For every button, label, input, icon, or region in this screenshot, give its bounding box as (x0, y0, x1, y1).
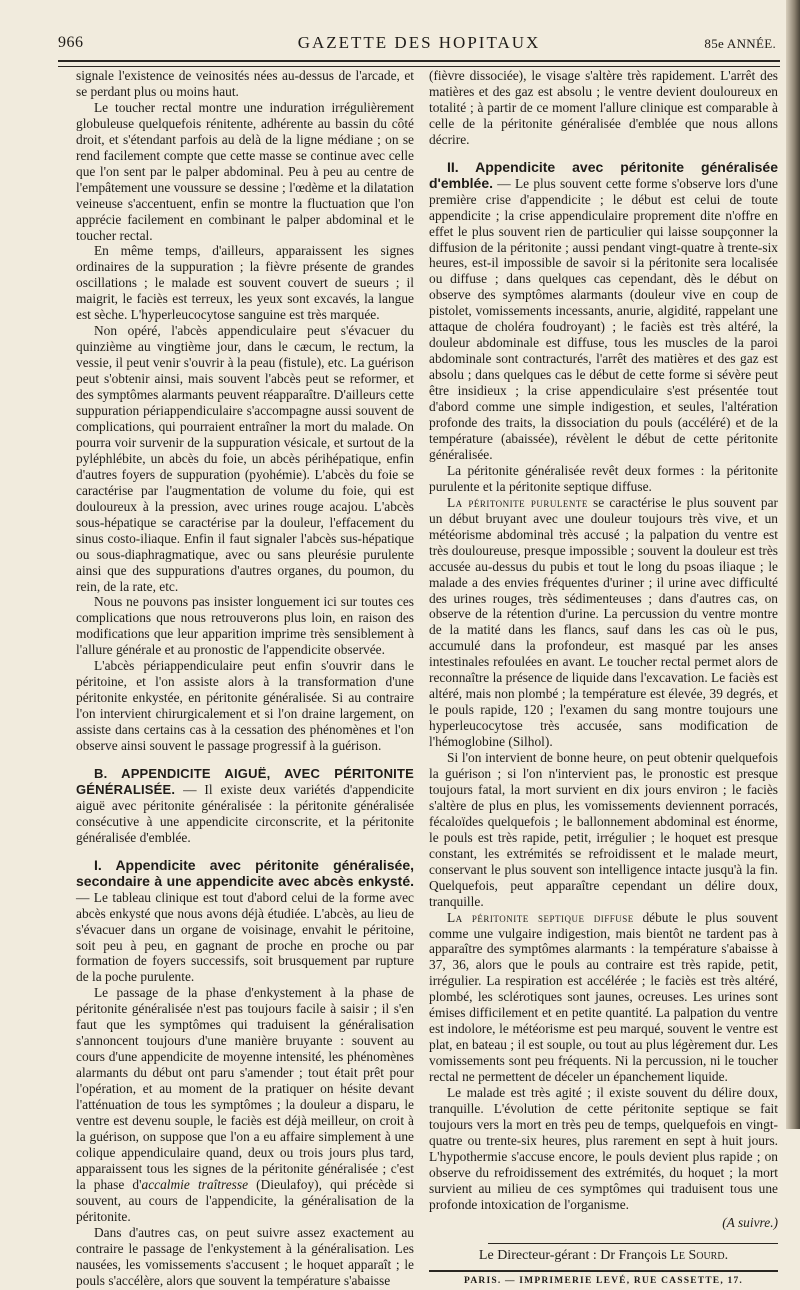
paragraph-text: débute le plus souvent comme une vulgaire indigestion, mais bientôt ne tardent pas à apparaître des symptômes alarmants : la température s'abaisse à 37, 36, alors que le pouls au contraire est très rapide, petit, irrégulier. La respiration est accélérée ; le faciès est très altéré, plombé, les sclérotiques sont jaunes, ocreuses. Les urines sont émises difficilement et en petite quantité. La palpation du ventre est indolore, le météorisme est peu marqué, souvent le ventre est plat, en bateau ; il est souple, ou tout au plus légèrement dur. Les vomissements sont peu fréquents. Ni la percussion, ni le toucher rectal ne permettent de déceler un épanchement liquide. (429, 909, 779, 1085)
director-name: Le Sourd. (670, 1247, 729, 1263)
section-b-text: — Il existe deux variétés d'appendicite aiguë avec péritonite généralisée : la péritonite généralisée consécutive à une appendicite circonscrite, et la péritonite généralisée d'emblée. (76, 781, 414, 845)
paragraph-text: se caractérise le plus souvent par un début bruyant avec une douleur toujours très vive, et un météorisme abdominal très accusé ; la palpation du ventre est très douloureuse, presque impossible ; souvent la douleur est très accusée au-dessus du pubis et tout le long du psoas iliaque ; le malade a des envies fréquentes d'uriner ; il urine avec difficulté des urines rouges, très sédimenteuses ; dans d'autres cas, on observe de la rétention d'urine. La percussion du ventre montre de la matité dans les flancs, sauf dans les cas où le pus, accumulé dans la profondeur, est masqué par les anses intestinales refoulées en avant. Le toucher rectal permet alors de reconnaître la présence de liquide dans l'excavation. Le faciès est altéré, mais non plombé ; la température est élevée, 39 degrés, et le pouls rapide, 120 ; l'examen du sang montre toujours une hyperleucocytose très accusée, sans modification de l'hémoglobine (Silhol). (429, 494, 779, 750)
paragraph: Si l'on intervient de bonne heure, on peut obtenir quelquefois la guérison ; si l'on n'intervient pas, le pronostic est presque toujours fatal, la mort survient en dix jours environ ; le faciès s'altère de plus en plus, les vomissements deviennent porracés, fécaloïdes quelquefois ; le ballonnement abdominal est énorme, le pouls est très rapide, petit, irrégulier ; le hoquet est presque constant, les extrémités se refroidissent et le malade meurt, conservant le plus souvent son intelligence intacte jusqu'à la fin. Quelquefois, peut apparaître cependant un délire doux, tranquille. (429, 750, 778, 909)
paragraph: Non opéré, l'abcès appendiculaire peut s'évacuer du quinzième au vingtième jour, dans le cæcum, le rectum, la vessie, il peut venir s'ouvrir à la peau (fistule), etc. La guérison peut s'obtenir ainsi, mais souvent l'abcès peut se reformer, et des symptômes alarmants peuvent réapparaître. D'ailleurs cette suppuration périappendiculaire s'accompagne aussi souvent de complications, qui pourraient entraîner la mort du malade. On pourra voir survenir de la suppuration vésicale, et surtout de la pyléphlébite, un abcès du foie, un abcès périhépatique, enfin d'autres foyers de suppuration (pyohémie). L'abcès du foie se caractérise par l'augmentation de volume du foie, qui est douloureux à la pression, avec urines rouge acajou. L'abcès sous-hépatique se caractérise par la douleur, l'effacement du sinus costo-iliaque. Enfin il faut signaler l'abcès sus-hépatique ou sous-diaphragmatique, avec ou sans pleurésie purulente ainsi que des suppurations d'autres organes, du poumon, du rein, de la rate, etc. (76, 323, 414, 594)
paragraph (429, 910, 778, 1085)
term-label: La péritonite septique diffuse (447, 909, 634, 925)
right-column (429, 68, 778, 1290)
section-i-text: — Le tableau clinique est tout d'abord celui de la forme avec abcès enkysté que nous avons déjà étudiée. L'abcès, au lieu de s'évacuer dans un organe de voisinage, envahit le péritoine, soit peu à peu, en gagnant de proche en proche ou par formation de foyers successifs, soit brusquement par rupture de la poche purulente. (76, 889, 414, 985)
scan-edge-shadow (786, 0, 800, 1129)
paragraph: signale l'existence de veinosités nées au-dessus de l'arcade, et se perdant plus ou moins haut. (76, 68, 414, 99)
paragraph: Le malade est très agité ; il existe souvent du délire doux, tranquille. L'évolution de cette péritonite septique se fait toujours vers la mort en très peu de temps, quelquefois en vingt-quatre ou trente-six heures, plus rarement en sept à huit jours. L'hypothermie s'accuse encore, le pouls devient plus rapide ; on observe du refroidissement des extrémités, du hoquet ; la mort survient au milieu de ces symptômes qui traduisent tous une profonde intoxication de l'organisme. (429, 1085, 778, 1212)
italic-term: accalmie traîtresse (141, 1176, 249, 1192)
header-rule (58, 60, 780, 67)
paragraph: La péritonite généralisée revêt deux formes : la péritonite purulente et la péritonite septique diffuse. (429, 462, 778, 494)
paragraph: (fièvre dissociée), le visage s'altère très rapidement. L'arrêt des matières et des gaz est absolu ; le ventre devient douloureux en totalité ; à partir de ce moment l'allure clinique est comparable à celle de la péritonite généralisée d'emblée que nous allons décrire. (429, 68, 778, 147)
section-ii-paragraph (429, 160, 778, 463)
page-number: 966 (58, 34, 84, 51)
term-label: La péritonite purulente (447, 494, 588, 510)
paragraph: L'abcès périappendiculaire peut enfin s'ouvrir dans le péritoine, et l'on assiste alors à la transformation d'une péritonite enkystée, en péritonite généralisée. Si au contraire l'on intervient chirurgicalement et si l'on draine largement, on assiste dans certains cas à la cessation des phénomènes et l'on observe ainsi souvent le passage progressif à la guérison. (76, 658, 414, 754)
section-i-heading: I. Appendicite avec péritonite généralisée, secondaire à une appendicite avec abcès enkysté. (76, 856, 414, 889)
paragraph: Le toucher rectal montre une induration irrégulièrement globuleuse quelquefois rénitente, adhérente au bassin du côté droit, et s'étendant parfois au delà de la ligne médiane ; on se rend facilement compte que cette masse se continue avec celle que l'on sent par le palper abdominal. Peu à peu au centre de l'empâtement une voussure se dessine ; l'œdème et la dilatation veineuse s'accentuent, enfin se montre la fluctuation que l'on apprécie facilement en combinant le palper abdominal et le toucher rectal. (76, 99, 414, 243)
section-b-heading: B. APPENDICITE AIGUË, AVEC PÉRITONITE GÉNÉRALISÉE. (76, 765, 414, 797)
page-header (58, 28, 780, 60)
paragraph: Nous ne pouvons pas insister longuement ici sur toutes ces complications que nous retrouverons plus loin, en raison des modifications que leur apparition imprime très sensiblement à l'allure générale et au pronostic de l'appendicite observée. (76, 594, 414, 658)
section-b-paragraph (76, 766, 414, 846)
section-ii-text: — Le plus souvent cette forme s'observe lors d'une première crise d'appendicite ; le début est celui de toute appendicite ; la crise appendiculaire proprement dite n'offre en effet le plus souvent rien de particulier qui laisse soupçonner la diffusion de la péritonite ; aussi pendant vingt-quatre à trente-six heures, est-il impossible de savoir si la péritonite sera localisée ou diffuse ; dans quelques cas cependant, dès le début on observe des symptômes alarmants (douleur vive en coup de pistolet, vomissements incessants, anurie, algidité, rappelant une attaque de choléra foudroyant) ; le faciès est très altéré, la douleur abdominale est diffuse, tous les muscles de la paroi abdominale sont contracturés, l'arrêt des matières et des gaz est absolu ; dans quelques cas le début de cette forme si sévère peut être insidieux ; la crise appendiculaire s'est présentée tout d'abord comme une simple indigestion, et seules, l'altération profonde des traits, la dissociation du pouls (accéléré) et de la température (abaissée), révèlent le début de cette péritonite généralisée. (429, 175, 778, 462)
to-be-continued: (A suivre.) (722, 1214, 778, 1230)
paragraph: En même temps, d'ailleurs, apparaissent les signes ordinaires de la suppuration ; la fièvre présente de grandes oscillations ; le malade est souvent couvert de sueurs ; il maigrit, le faciès est terreux, les yeux sont excavés, la langue est sèche. L'hyperleucocytose sanguine est très marquée. (76, 243, 414, 323)
imprint-line: PARIS. — IMPRIMERIE LEVÉ, RUE CASSETTE, 17. (464, 1275, 743, 1286)
journal-title: GAZETTE DES HOPITAUX (297, 33, 541, 52)
section-ii-heading: II. Appendicite avec péritonite généralisée d'emblée. (429, 158, 778, 191)
year-label: 85e ANNÉE. (704, 36, 776, 51)
paragraph-text: Le passage de la phase d'enkystement à la phase de péritonite généralisée n'est pas toujours facile à saisir ; il s'en faut que les symptômes qui traduisent la généralisation s'annoncent toujours d'une manière bruyante : souvent au cours d'une appendicite de moyenne intensité, les phénomènes alarmants du début ont paru s'amender ; tout était prêt pour l'opération, et au moment de la pratiquer on hésite devant l'atténuation de tous les symptômes ; la douleur a disparu, le ventre est devenu souple, le faciès est déjà meilleur, on croit à la guérison, on suppose que l'on a eu affaire simplement à une colique appendiculaire quand, deux ou trois jours plus tard, apparaissent tous les signes de la péritonite généralisée ; c'est la phase d' (76, 985, 414, 1192)
paragraph-text: (Dieulafoy), qui précède si souvent, au cours de l'appendicite, la généralisation de la péritonite. (76, 1176, 414, 1224)
footer-short-rule (488, 1243, 778, 1244)
section-i-paragraph (76, 858, 414, 986)
left-column (76, 68, 414, 1288)
footer-rule (429, 1270, 778, 1272)
paragraph: Dans d'autres cas, on peut suivre assez exactement au contraire le passage de l'enkystement à la généralisation. Les nausées, les vomissements s'accusent ; le hoquet apparaît ; le pouls s'accélère, alors que souvent la température s'abaisse (76, 1224, 414, 1288)
paragraph (76, 985, 414, 1224)
director-label: Le Directeur-gérant : Dr François (478, 1247, 671, 1263)
paragraph (429, 495, 778, 750)
director-line (429, 1248, 778, 1264)
